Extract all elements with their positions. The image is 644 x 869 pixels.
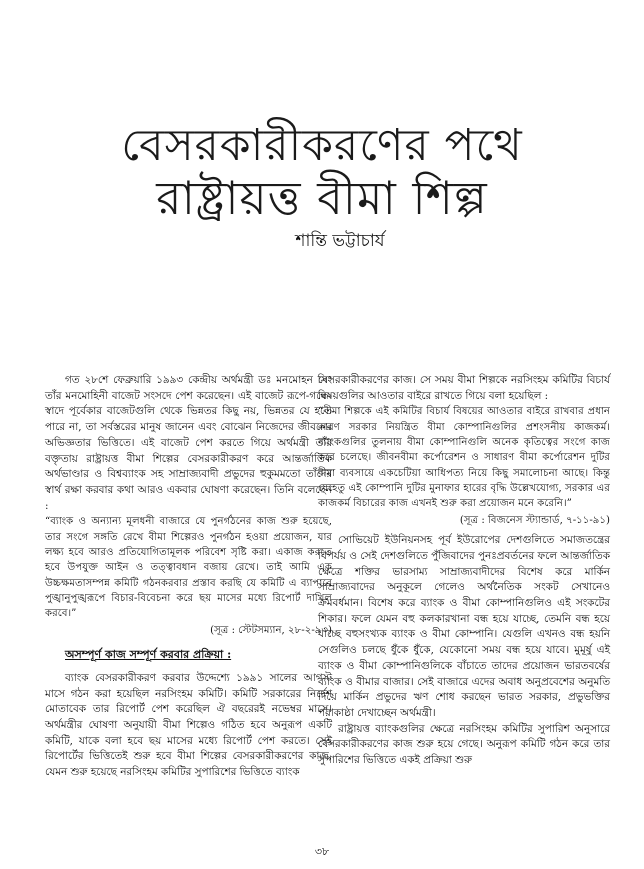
section-subheading: অসম্পূর্ণ কাজ সম্পূর্ণ করবার প্রক্রিয়া : [65, 648, 232, 662]
article-title-line-1: বেসরকারীকরণের পথে [121, 120, 523, 171]
left-quote-1: “ব্যাংক ও অন্যান্য মূলধনী বাজারে যে পুনর্গঠনের কাজ শুরু হয়েছে, তার সংগে সঙ্গতি রেখে বীমা শিল্পেরও পুনর্গঠন হওয়া প্রয়োজন, যার লক্ষ্য হবে আরও প্রতিযোগিতামূলক পরিবেশ সৃষ্টি করা। একাজ করতে হবে উপযুক্ত আইন ও তত্ত্বাবধান বজায় রেখে। তাই আমি এক উচ্চক্ষমতাসম্পন্ন কমিটি গঠনকরবার প্রস্তাব করছি যে কমিটি এ ব্যাপারে পুঙ্খানুপুঙ্খরূপে বিচার-বিবেচনা করে ছয় মাসের মধ্যে রিপোর্ট দাখিল করবে।” [45, 516, 332, 620]
left-column [45, 373, 332, 781]
left-paragraph-1: গত ২৮শে ফেব্রুয়ারি ১৯৯৩ কেন্দ্রীয় অর্থমন্ত্রী ডঃ মনমোহন সিং তাঁর মনমোহিনী বাজেট সংসদে পেশ করেছেন। এই বাজেট রূপে-গন্ধে-স্বাদে পূর্বেকার বাজেটগুলি থেকে ভিন্নতর কিছু নয়, ভিন্নতর যে হতে পারে না, তা সর্বস্তরের মানুষ জানেন এবং বোঝেন নিজেদের জীবনের অভিজ্ঞতার ভিত্তিতে। এই বাজেট পেশ করতে গিয়ে অর্থমন্ত্রী তাঁর বক্তৃতায় রাষ্ট্রায়ত্ত বীমা শিল্পের বেসরকারীকরণ করে আন্তর্জাতিক অর্থভাণ্ডার ও বিশ্বব্যাংক সহ সাম্রাজ্যবাদী প্রভুদের হুকুমমতো তাঁদের স্বার্থ রক্ষা করবার কথা আরও একবার ঘোষণা করেছেন। তিনি বলেছেন : [45, 374, 332, 512]
right-quote-1: “বীমা শিল্পকে এই কমিটির বিচার্য বিষয়ের আওতার বাইরে রাখবার প্রধান কারণ সরকার নিয়ন্ত্রিত বীমা কোম্পানিগুলির প্রশংসনীয় কাজকর্ম। ব্যাংকগুলির তুলনায় বীমা কোম্পানিগুলি অনেক কৃতিত্বের সংগে কাজ করে চলেছে। জীবনবীমা কর্পোরেশন ও সাধারণ বীমা কর্পোরেশন দুটির বীমা ব্যবসায়ে একচেটিয়া আধিপত্য নিয়ে কিছু সমালোচনা আছে। কিন্তু যেহেতু এই কোম্পানি দুটির মুনাফার হারের বৃদ্ধি উল্লেখযোগ্য, সরকার এর কাজকর্ম বিচারের কাজ এখনই শুরু করা প্রয়োজন মনে করেনি।” [318, 406, 610, 510]
right-paragraph-3: রাষ্ট্রায়ত্ত ব্যাংকগুলির ক্ষেত্রে নরসিংহম কমিটির সুপারিশ অনুসারে বেসরকারীকরণের কাজ শুরু হয়ে গেছে। অনুরূপ কমিটি গঠন করে তার সুপারিশের ভিত্তিতে একই প্রক্রিয়া শুরু [318, 722, 610, 767]
author-name: শান্তি ভট্টাচার্য [295, 231, 385, 251]
right-paragraph-1: বেসরকারীকরণের কাজ। সে সময় বীমা শিল্পকে নরসিংহম কমিটির বিচার্য বিষয়গুলির আওতার বাইরে রাখতে গিয়ে বলা হয়েছিল : [318, 374, 610, 402]
article-title-line-2: রাষ্ট্রায়ত্ত বীমা শিল্প [156, 171, 488, 225]
right-paragraph-2: সোভিয়েট ইউনিয়নসহ পূর্ব ইউরোপের দেশগুলিতে সমাজতন্ত্রের বিপর্যয় ও সেই দেশগুলিতে পুঁজিবাদের পুনঃপ্রবর্তনের ফলে আন্তর্জাতিক ক্ষেত্রে শক্তির ভারসাম্য সাম্রাজ্যবাদীদের বিশেষ করে মার্কিন সাম্রাজ্যবাদের অনুকূলে গেলেও অর্থনৈতিক সংকট সেখানেও ক্রমবর্ধমান। বিশেষ করে ব্যাংক ও বীমা কোম্পানিগুলিও এই সংকটের শিকার। ফলে যেমন বহু কলকারখানা বন্ধ হয়ে যাচ্ছে, তেমনি বন্ধ হয়ে যাচ্ছে বহুসংখ্যক ব্যাংক ও বীমা কোম্পানি। যেগুলি এখনও বন্ধ হয়নি সেগুলিও চলছে ধুঁকে ধুঁকে, যেকোনো সময় বন্ধ হয়ে যাবে। মুমূর্ষু এই ব্যাংক ও বীমা কোম্পানিগুলিকে বাঁচাতে তাদের প্রয়োজন ভারতবর্ষের ব্যাংক ও বীমার বাজার। সেই বাজারে এদের অবাধ অনুপ্রবেশের অনুমতি দিয়ে মার্কিন প্রভুদের ঋণ শোধ করছেন ভারত সরকার, প্রভুভক্তির পরাকাষ্ঠা দেখাচ্ছেন অর্থমন্ত্রী। [318, 534, 610, 719]
right-source-1: (সূত্র : বিজনেস স্ট্যান্ডার্ড, ৭-১১-৯১) [459, 515, 610, 527]
page-number: ৩৮ [314, 845, 330, 858]
left-source-1: (সূত্র : স্টেটসম্যান, ২৮-২-৯৩) [210, 625, 332, 637]
right-column [318, 373, 610, 769]
left-paragraph-2: ব্যাংক বেসরকারীকরণ করবার উদ্দেশ্যে ১৯৯১ সালের আগস্ট মাসে গঠন করা হয়েছিল নরসিংহম কমিটি। কমিটি সরকারের নির্দেশ মোতাবেক তার রিপোর্ট পেশ করেছিল ঐ বছরেরই নভেম্বর মাসে। অর্থমন্ত্রীর ঘোষণা অনুযায়ী বীমা শিল্পেও গঠিত হবে অনুরূপ একটি কমিটি, যাকে বলা হবে ছয় মাসের মধ্যে রিপোর্ট পেশ করতে। সেই রিপোর্টের ভিত্তিতেই শুরু হবে বীমা শিল্পের বেসরকারীকরণের কাজ, যেমন শুরু হয়েছে নরসিংহম কমিটির সুপারিশের ভিত্তিতে ব্যাংক [45, 671, 332, 779]
